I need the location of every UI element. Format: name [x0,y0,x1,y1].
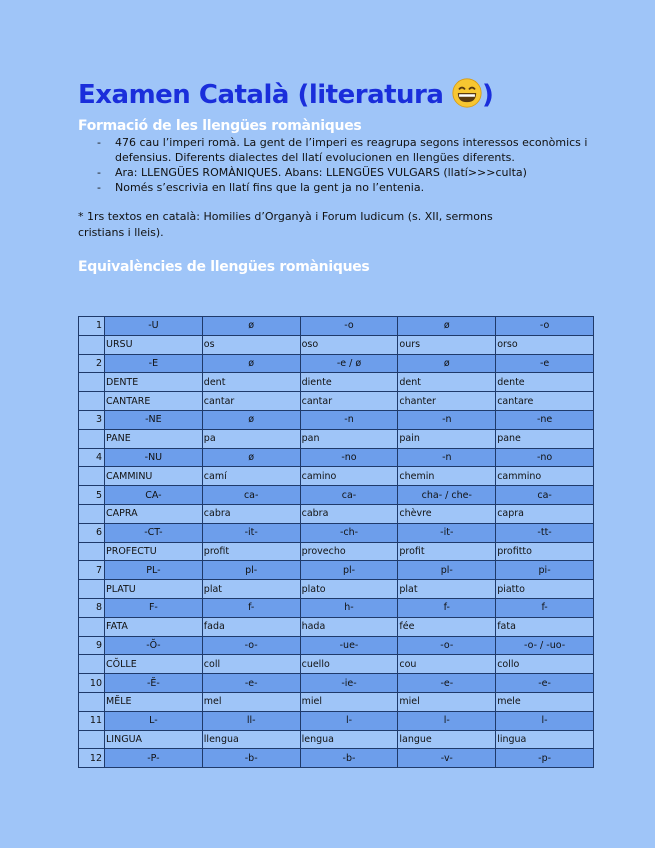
rule-number: 8 [79,598,105,617]
rule-cell: -Ĕ- [105,674,203,693]
rule-cell: ø [398,317,496,336]
rule-cell: f- [398,598,496,617]
table-example-row [79,504,594,523]
example-word-cell: DENTE [105,373,203,392]
table-example-row [79,467,594,486]
table-rule-row [79,448,594,467]
example-word-cell: oso [300,335,398,354]
rule-cell: -U [105,317,203,336]
rule-cell: pl- [398,561,496,580]
rule-cell: -ue- [300,636,398,655]
empty-cell [79,335,105,354]
rule-cell: ø [202,354,300,373]
example-word-cell: mele [496,692,594,711]
rule-number: 7 [79,561,105,580]
example-word-cell: miel [398,692,496,711]
example-word-cell: cantare [496,392,594,411]
rule-cell: -Ŏ- [105,636,203,655]
rule-number: 3 [79,410,105,429]
rule-cell: -o [300,317,398,336]
example-word-cell: MĔLE [105,692,203,711]
example-word-cell: lingua [496,730,594,749]
example-word-cell: pain [398,429,496,448]
rule-cell: -b- [300,749,398,768]
table-example-row [79,617,594,636]
table-example-row [79,429,594,448]
example-word-cell: cabra [300,504,398,523]
rule-cell: pl- [202,561,300,580]
rule-cell: pl- [300,561,398,580]
equivalences-table [78,316,594,768]
empty-cell [79,373,105,392]
example-word-cell: CAMMINU [105,467,203,486]
table-rule-row [79,749,594,768]
example-word-cell: fée [398,617,496,636]
rule-cell: -n [398,410,496,429]
example-word-cell: plat [398,580,496,599]
rule-cell: F- [105,598,203,617]
example-word-cell: dent [202,373,300,392]
rule-cell: ca- [202,486,300,505]
example-word-cell: profitto [496,542,594,561]
table-example-row [79,542,594,561]
example-word-cell: collo [496,655,594,674]
example-word-cell: piatto [496,580,594,599]
rule-cell: l- [496,711,594,730]
table-rule-row [79,523,594,542]
rule-cell: L- [105,711,203,730]
example-word-cell: pa [202,429,300,448]
document-page [78,78,598,276]
example-word-cell: CAPRA [105,504,203,523]
rule-cell: CA- [105,486,203,505]
empty-cell [79,655,105,674]
rule-cell: -tt- [496,523,594,542]
table-example-row [79,655,594,674]
example-word-cell: ours [398,335,496,354]
example-word-cell: CŎLLE [105,655,203,674]
rule-cell: -ie- [300,674,398,693]
grinning-face-emoji-icon [452,78,482,108]
empty-cell [79,580,105,599]
example-word-cell: capra [496,504,594,523]
bullet-item: - Només s’escrivia en llatí fins que la gent ja no l’entenia. [78,180,598,195]
rule-cell: -CT- [105,523,203,542]
rule-cell: -v- [398,749,496,768]
example-word-cell: plato [300,580,398,599]
rule-number: 11 [79,711,105,730]
rule-cell: -e- [496,674,594,693]
empty-cell [79,429,105,448]
example-word-cell: PANE [105,429,203,448]
empty-cell [79,692,105,711]
table-rule-row [79,636,594,655]
example-word-cell: cantar [300,392,398,411]
table-example-row [79,335,594,354]
rule-cell: -o- [202,636,300,655]
rule-cell: f- [202,598,300,617]
example-word-cell: llengua [202,730,300,749]
example-word-cell: URSU [105,335,203,354]
rule-cell: cha- / che- [398,486,496,505]
rule-cell: ø [202,448,300,467]
rule-cell: h- [300,598,398,617]
example-word-cell: LINGUA [105,730,203,749]
footnote: * 1rs textos en català: Homilies d’Organyà i Forum Iudicum (s. XII, sermons cristians i lleis). [78,210,493,239]
equivalences-table-body [79,317,594,768]
rule-cell: -it- [202,523,300,542]
table-rule-row [79,711,594,730]
rule-cell: l- [398,711,496,730]
rule-number: 4 [79,448,105,467]
table-example-row [79,392,594,411]
rule-cell: -o- / -uo- [496,636,594,655]
example-word-cell: cuello [300,655,398,674]
table-example-row [79,730,594,749]
rule-cell: -no [496,448,594,467]
example-word-cell: orso [496,335,594,354]
rule-cell: -o [496,317,594,336]
rule-cell: -P- [105,749,203,768]
empty-cell [79,542,105,561]
example-word-cell: dent [398,373,496,392]
rule-cell: ø [202,410,300,429]
empty-cell [79,730,105,749]
bullet-item: - 476 cau l’imperi romà. La gent de l’imperi es reagrupa segons interessos econòmics i defensius. Diferents dialectes del llatí evolucionen en llengües diferents. [78,135,598,165]
example-word-cell: plat [202,580,300,599]
rule-cell: -no [300,448,398,467]
rule-number: 5 [79,486,105,505]
example-word-cell: FATA [105,617,203,636]
rule-number: 1 [79,317,105,336]
rule-cell: -p- [496,749,594,768]
section-heading-formacio: Formació de les llengües romàniques [78,118,362,134]
example-word-cell: cammino [496,467,594,486]
page-title-text: Examen Català (literatura [78,80,444,110]
table-rule-row [79,410,594,429]
table-example-row [79,373,594,392]
table-rule-row [79,317,594,336]
rule-cell: -n [398,448,496,467]
example-word-cell: mel [202,692,300,711]
rule-cell: ø [202,317,300,336]
example-word-cell: diente [300,373,398,392]
rule-cell: -NE [105,410,203,429]
bullet-list [78,135,598,195]
rule-cell: -o- [398,636,496,655]
rule-number: 9 [79,636,105,655]
rule-cell: -NU [105,448,203,467]
rule-cell: ll- [202,711,300,730]
table-example-row [79,580,594,599]
empty-cell [79,504,105,523]
example-word-cell: chanter [398,392,496,411]
rule-cell: -b- [202,749,300,768]
table-example-row [79,692,594,711]
rule-number: 10 [79,674,105,693]
table-rule-row [79,486,594,505]
rule-number: 12 [79,749,105,768]
rule-number: 6 [79,523,105,542]
page-title [78,78,598,112]
example-word-cell: fada [202,617,300,636]
rule-cell: PL- [105,561,203,580]
example-word-cell: dente [496,373,594,392]
example-word-cell: camí [202,467,300,486]
example-word-cell: camino [300,467,398,486]
example-word-cell: pan [300,429,398,448]
rule-cell: f- [496,598,594,617]
rule-cell: -e [496,354,594,373]
example-word-cell: os [202,335,300,354]
example-word-cell: chemin [398,467,496,486]
example-word-cell: provecho [300,542,398,561]
page-title-end: ) [481,80,494,110]
example-word-cell: pane [496,429,594,448]
example-word-cell: profit [398,542,496,561]
rule-cell: -n [300,410,398,429]
empty-cell [79,617,105,636]
rule-cell: ca- [300,486,398,505]
rule-cell: pi- [496,561,594,580]
example-word-cell: hada [300,617,398,636]
example-word-cell: PLATU [105,580,203,599]
example-word-cell: coll [202,655,300,674]
rule-cell: -it- [398,523,496,542]
section-heading-equivalencies: Equivalències de llengües romàniques [78,259,370,275]
example-word-cell: chèvre [398,504,496,523]
example-word-cell: CANTARE [105,392,203,411]
rule-cell: ø [398,354,496,373]
rule-cell: ca- [496,486,594,505]
example-word-cell: fata [496,617,594,636]
table-rule-row [79,598,594,617]
rule-cell: -e / ø [300,354,398,373]
table-rule-row [79,354,594,373]
rule-number: 2 [79,354,105,373]
rule-cell: -ch- [300,523,398,542]
example-word-cell: miel [300,692,398,711]
bullet-item: - Ara: LLENGÜES ROMÀNIQUES. Abans: LLENGÜES VULGARS (llatí>>>culta) [78,165,598,180]
empty-cell [79,467,105,486]
example-word-cell: langue [398,730,496,749]
empty-cell [79,392,105,411]
rule-cell: l- [300,711,398,730]
rule-cell: -e- [202,674,300,693]
example-word-cell: lengua [300,730,398,749]
table-rule-row [79,561,594,580]
rule-cell: -e- [398,674,496,693]
example-word-cell: cabra [202,504,300,523]
example-word-cell: cantar [202,392,300,411]
rule-cell: -E [105,354,203,373]
example-word-cell: profit [202,542,300,561]
table-rule-row [79,674,594,693]
example-word-cell: PROFECTU [105,542,203,561]
example-word-cell: cou [398,655,496,674]
rule-cell: -ne [496,410,594,429]
